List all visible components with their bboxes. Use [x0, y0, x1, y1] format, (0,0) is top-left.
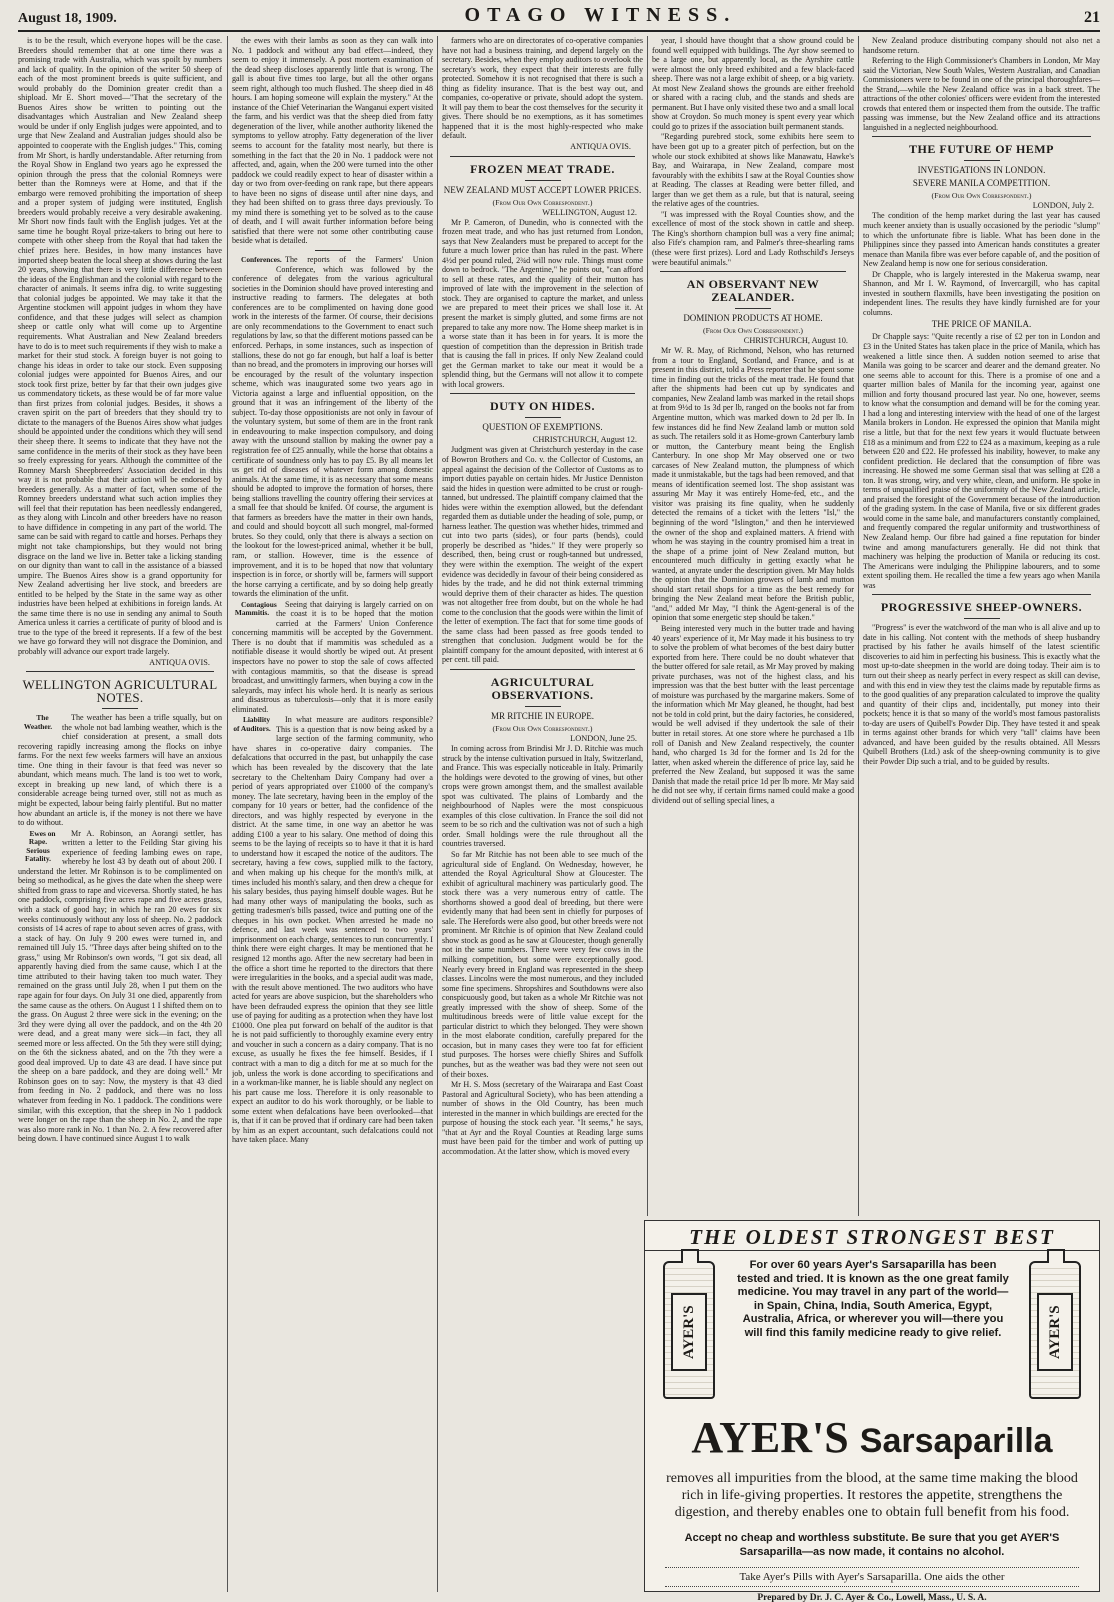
divider	[525, 180, 561, 181]
subheading: NEW ZEALAND MUST ACCEPT LOWER PRICES.	[443, 184, 642, 195]
subheading: SEVERE MANILA COMPETITION.	[912, 178, 1051, 189]
dateline: LONDON, July 2.	[1032, 201, 1094, 211]
ad-warning: Accept no cheap and worthless substitute. Be sure that you get AYER'S Sarsaparilla—as now made, it contains no alcohol.	[684, 1532, 1060, 1558]
side-heading: Liability of Auditors.	[233, 715, 271, 733]
divider	[102, 708, 138, 709]
article-paragraph: Dr Chapple says: "Quite recently a rise of £2 per ton in London and £3 in the United States has taken place in the price of Manila, which has weakened a little since then. A sudden notion seemed to arise that Manila was going to be scarcer and dearer and the demand greater. No one seems able to account for this. There is a promise of one and a quarter million bales of Manila for the incoming year, against one million and forty thousand procured last year. No one, however, seems to know what the consumption and demand will be for the coming year. I had a long and interesting interview with the head of one of the largest Manila brokers in London. He expressed the opinion that Manila might rise a little, but that for the next few years it would fluctuate between £18 as a minimum and from £22 to £24 as a maximum, keeping as a rule between £20 and £22. He professed his inability, however, to make any confident prediction. He declared that the consumption of fibre was increasing. He showed me some German sisal that was selling at £28 a ton. It was strong, wiry, and very white, clean, and uniform. He spoke in terms of unqualified praise of the uniformity of the New Zealand article, and praised the foresight of the Government because of the introduction of the grading system. In the case of Manila, five or six different grades would come in the same bale, and manufacturers constantly complained, and frequently compared the regular uniformity and trustworthiness of New Zealand hemp. Our fibre had gained a fine reputation for binder twine and among manufacturers generally. He did not think that machinery was helping the production of Manila or reducing its cost. The Americans were indulging the Philippine labourers, and to some extent spoiling them. He recalled the time a few years ago when Manila was	[863, 332, 1100, 590]
article-paragraph: "I was impressed with the Royal Counties show, and the excellence of most of the stock shown in cattle and sheep. The King's shorthorn champion bull was a very fine animal; also Fife's champion ram, and Palmer's three-shearling rams (these were first prizes). Lord and Lady Rothschild's Jerseys were beautiful animals."	[652, 209, 854, 267]
column-5	[863, 36, 1100, 1214]
article-paragraph: Seeing that dairying is largely carried on on the coast it is to be hoped that the motion carried at the Farmers' Union Conference concerning mammitis will be accepted by the Government. There is no doubt that if mammitis was scheduled as a notifiable disease it would shortly be wiped out. At present inspectors have no power to stop the sale of cows affected with contagious mammitis, so that the disease is spread broadcast, and unwittingly farmers, when buying a cow in the saleyards, may infect his whole herd. It is nearly as serious and disastrous as tuberculosis—only that it is more easily eliminated.	[232, 599, 433, 714]
dateline: LONDON, June 25.	[570, 733, 637, 743]
subheading: THE PRICE OF MANILA.	[931, 319, 1032, 330]
column-rule	[227, 36, 228, 1592]
article-heading: FROZEN MEAT TRADE.	[470, 161, 615, 176]
article-heading: WELLINGTON AGRICULTURAL NOTES.	[22, 677, 218, 706]
article-paragraph: is to be the result, which everyone hopes will be the case. Breeders should remember that at one time there was a promising trade with Australia, which was spoilt by numbers and lack of quality. In the opinion of the writer 50 sheep of each of the most prominent breeds is quite sufficient, and would probably do the Dominion greater credit than a shipload. Mr E. Short moved—"That the secretary of the Buenos Aires show be written to pointing out the disadvantages which Australian and New Zealand sheep would be under if only English judges were appointed, and to urge that New Zealand and Australian judges should also be appointed to cooperate with the English judges." This, coming from Mr Short, is hardly understandable. After returning from the Royal Show in England two years ago he expressed the opinion through the press that the colonial Romneys were better than the Romneys were at Home, and that if the embargo were removed prohibiting the importation of sheep and a proper system of judging were instituted, English breeders would probably receive a very desirable awakening. Mr Short now finds fault with the English judges. Yet at the same time he bought Royal prize-takers to bring out here to compete with other sheep from the Royal that had taken the chief prizes here. Besides, in how many instances have imported sheep beaten the local sheep at shows during the last 20 years, showing that there is very little difference between the ideas of the Englishman and the colonial with regard to the character of animals. It seems infra dig. to write suggesting that colonial judges be appointed. We may take it that the Argentine stockmen will appoint judges in whom they have confidence, and that these judges will select as champion sheep or cattle only what will come up to Argentine requirements. What Australian and New Zealand breeders have to do is to meet such requirements if they wish to make a market for their stud stock. A foreign buyer is not going to change his ideas in order to take our stock. Even supposing colonial judges were appointed for Buenos Aires, and our stock took first prize, better by far that their own judges give us commendatory tickets, as these would be of far more value than first prizes from colonial judges. Besides, it shows a craven spirit on the part of breeders that they should try to dictate to the managers of the Buenos Aires show what judges should be appointed under the conditions which they will send their sheep there. It seems to indicate that they have not the same confidence in the merits of their stock as they have been so freely expressing for years. Although the committee of the Romney Marsh Sheepbreeders' Association decided in this way it is not probable that their action will be endorsed by breeders generally. As a matter of fact, when some of the Romney breeders understand what such action implies they will feel that their reputation has been needlessly endangered, as they along with Lincoln and other breeders have no reason to have diffidence in competing in any part of the world. The same can be said with regard to cattle and horses. Perhaps they might not take championships, but they would not bring disgrace on the land we live in. Better take a licking standing on our dignity than want to call in the assistance of a biassed umpire. The Buenos Aires show is a grand opportunity for New Zealand advertising her live stock, and breeders are entitled to be helped by the State in the same way as other industries have been helped at exhibitions in foreign lands. At the same time there is no use in sending any animal to South America unless it carries a certificate of purity of blood and is true to the type of the breed it represents. If a few of the best we have go forward they will not disgrace the Dominion, and probably will advance our export trade largely.	[18, 36, 222, 656]
divider	[525, 706, 561, 707]
byline: ANTIQUA OVIS.	[149, 657, 210, 667]
dateline: WELLINGTON, August 12.	[542, 207, 637, 217]
side-heading: Contagious Mammitis.	[234, 599, 277, 618]
article-heading: AGRICULTURAL OBSERVATIONS.	[490, 674, 595, 702]
brand-name: AYER'S	[691, 1413, 849, 1462]
divider	[315, 250, 351, 251]
subheading: DOMINION PRODUCTS AT HOME.	[683, 313, 823, 324]
ad-footer: Prepared by Dr. J. C. Ayer & Co., Lowell, Mass., U. S. A.	[757, 1593, 987, 1602]
divider	[450, 669, 635, 670]
ad-pills-line: Take Ayer's Pills with Ayer's Sarsaparilla. One aids the other	[665, 1567, 1079, 1587]
article-paragraph: So far Mr Ritchie has not been able to see much of the agricultural side of England. On Wednesday, however, he attended the Royal Agricultural Show at Gloucester. The exhibit of agricultural machinery was particularly good. The stock there was a very numerous entry of cattle. The shorthorns showed a good deal of breeding, but there were evidently many that had been sent in chiefly for purposes of sale. The Herefords were also good, but other breeds were not prominent. Mr Ritchie is of opinion that New Zealand could show stock as good as he saw at Gloucester, though generally not in the same numbers. There were very few cows in the milking competition, but some were exceptionally good. Nearly every breed in England was represented in the sheep classes. Lincolns were the most numerous, and they included some fine specimens. Shropshires and Southdowns were also conspicuously good, but taken as a whole Mr Ritchie was not greatly impressed with the show of sheep. Some of the multitudinous breeds were of little value except for the particular district to which they belonged. They were shown in the most elaborate condition, carefully prepared for the occasion, but in many cases they were too fat for efficient stud purposes. The horses were chiefly Shires and Suffolk punches, but as the weather was bad they were not seen out of their boxes.	[442, 850, 643, 1079]
article-paragraph: In coming across from Brindisi Mr J. D. Ritchie was much struck by the intense cultivation pursued in Italy, Switzerland, and France. This was especially noticeable in Italy. Primarily the holdings were devoted to the growing of vines, but other crops were grown amongst them, and the smallest available spot was cultivated. The plains of Lombardy and the neighbourhood of Naples were the most conspicuous examples of this close cultivation. In France the soil did not seem to be so rich and the cultivation was not of such a high order. Small holdings were the rule throughout all the countries traversed.	[442, 743, 643, 849]
article-paragraph: Judgment was given at Christchurch yesterday in the case of Bowron Brothers and Co. v. the Collector of Customs, an appeal against the decision of the Collector of Customs as to import duties payable on certain hides. Mr Justice Denniston said the hides in question were admitted to be crust or rough-tanned, but undressed. The plaintiff company claimed that the hides were within the exemption allowed, but the defendant regarded them as dutiable under the heading of sole, pump, or harness leather. The question was whether hides, trimmed and cut into two parts (sides), or four parts (bends), could properly be described as "hides." If they were properly so described, then, being crust or rough-tanned but undressed, they were within the exemption. The weight of the expert evidence was decidedly in favour of their being considered as hides by the trade, and he did not think external trimming would deprive them of their character as hides. The question was not altogether free from doubt, but on the whole he had come to the conclusion that the goods were within the limit of the letter of exemption. The fact that for some time goods of the same class had been passed as free goods tended to strengthen that conclusion. Judgment would be for the plaintiff company for the amount deposited, with interest at 6 per cent. till paid.	[442, 445, 643, 665]
article-heading: THE FUTURE OF HEMP	[909, 142, 1054, 157]
divider	[525, 417, 561, 418]
column-3	[442, 36, 643, 1594]
subheading: INVESTIGATIONS IN LONDON.	[917, 165, 1046, 176]
divider	[26, 671, 214, 672]
brand-product: Sarsaparilla	[859, 1422, 1053, 1460]
article-paragraph: "Regarding purebred stock, some exhibits here seem to have been got up to a greater pitch of perfection, but on the whole our stock exhibited at shows like Manawatu, Hawke's Bay, and Wairarapa, in New Zealand, compare most favourably with the exhibits I saw at the Royal Counties show at Reading. The classes at Reading were better filled, and larger than we get them as a rule, but that is natural, seeing the relative ages of the countries.	[652, 132, 854, 209]
article-paragraph: The reports of the Farmers' Union Conference, which was followed by the conference of delegates from the various agricultural societies in the Dominion should have proved interesting and instructive reading to farmers. The delegates at both conferences are to be complimented on having done good work in the interests of the farmer. Of course, their decisions are only recommendations to the Government to enact such regulations by law, so that the different motions passed can be enforced. Perhaps, in some instances, such as inspection of stallions, these do not go far enough, but half a loaf is better than no bread, and the promoters in improving our horses will be encouraged by the result of the voluntary inspection scheme, which was inaugurated some two years ago in Victoria against a large and influential opposition, on the ground that it was an infringement of the liberty of the subject. To-day those oppositionists are not only in favour of the voluntary system, but some of them are in the front rank in endeavouring to make inspection compulsory, and doing away with the unsound stallion by making the owner pay a registration fee of £25 annually, while the horse that obtains a certificate of soundness only has to pay £5. By all means let us get rid of diseases of whatever form among domestic animals. At the same time, it is as necessary that some means should be adopted to improve the formation of horses, there being stallions travelling the country offering their services at a small fee that should be knifed. Of course, the argument is that farmers as breeders have the matter in their own hands, and could and should boycott all such mongrel, mal-formed brutes. So they could, only that there is always a section on the lookout for the lowest-priced animal, whether it be bull, ram, or stallion. However, time is the essence of improvement, and it is to be hoped that now that voluntary inspection is in force, or shortly will be, farmers will support the horse carrying a certificate, and by so doing help greatly towards the elimination of the unfit.	[232, 255, 433, 599]
divider	[450, 156, 635, 157]
byline: ANTIQUA OVIS.	[570, 142, 631, 152]
bottle-label: AYER'S	[671, 1293, 707, 1371]
subheading: QUESTION OF EXEMPTIONS.	[482, 422, 603, 433]
article-paragraph: Mr W. R. May, of Richmond, Nelson, who has returned from a tour to England, Scotland, and France, and is at present in this district, told a Press reporter that he spent some time in finding out the tricks of the meat trade. He found that after the shipments had been cut up by syndicates and companies, New Zealand lamb was marked in the retail shops at from 9½d to 1s 3d per lb, ranged on the books not far from Argentine mutton, which was marked down to 2d per lb. In few instances did he find New Zealand lamb or mutton sold as such. The retailers sold it as Home-grown Canterbury lamb or mutton, the Canterbury meant being the English Canterbury. In one shop Mr May observed one or two carcases of New Zealand mutton, the plumpness of which made it unmistakable, but the tags had been removed, and that means of identification seemed lost. The shop assistant was assuring Mr May it was entirely Home-fed, etc., and the visitor was praising its fine quality, when he suddenly detected the remains of a ticket with the letters "Isl," the beginning of the word "Islington," and then he interviewed the owner of the shop and explained matters. A friend with whom he was staying in the country promised him a treat in the shape of a prime joint of New Zealand mutton, but encountered much difficulty in getting exactly what he wanted, at anyrate under the description given. Mr May holds the opinion that the Dominion growers of lamb and mutton should start retail shops for a time as the best remedy for bringing the New Zealand meat before the British public, "and," added Mr May, "I think the Agent-general is of the opinion that some energetic step should be taken."	[652, 346, 854, 623]
column-rule	[858, 36, 859, 1216]
column-1	[18, 36, 222, 1594]
ad-body: removes all impurities from the blood, at the same time making the blood rich in life-giving properties. It restores the appetite, strengthens the digestion, and thereby enables one to obtain full benefit from his food.	[666, 1471, 1078, 1520]
divider	[872, 594, 1090, 595]
divider	[450, 393, 635, 394]
divider	[872, 136, 1090, 137]
article-heading: DUTY ON HIDES.	[490, 399, 595, 414]
correspondent-line: (From Our Own Correspondent.)	[492, 723, 593, 733]
article-paragraph: Being interested very much in the butter trade and having 40 years' experience of it, Mr May made it his business to try to solve the problem of what becomes of the best dairy butter exported from here. There could be no doubt whatever that the butter offered for sale retail, as Mr May proved by making private purchases, was not of the highest class, and his impression was that the best butter with the least percentage of moisture was purchased by the margarine makers. Some of the information which Mr May gleaned, he thought, had best not be told in cold print, but the dairy factories, he considered, would be well advised if they undertook the sale of their butter in retail stores. At one store where he purchased a 1lb roll of Danish and New Zealand respectively, the counter hand, who charged 1s 3d for the former and 1s 2d for the latter, when asked wherein the difference of price lay, said he preferred the New Zealand, but supposed it was the same Danish that made the retail price 1d per lb more. Mr May said he did not see why, if certain firms named could make a good dividend out of selling special lines, a	[652, 623, 854, 805]
dateline: CHRISTCHURCH, August 10.	[743, 336, 848, 346]
ad-headline: THE OLDEST STRONGEST BEST	[645, 1221, 1099, 1251]
medicine-bottle-icon	[1029, 1261, 1081, 1399]
article-paragraph: year, I should have thought that a show ground could be found well equipped with buildings. The Ayr show seemed to be a large one, but apparently local, as the Ayrshire cattle were almost the only breed exhibited and a few black-faced sheep. There was not a large exhibit of sheep, or a big variety. At most New Zealand shows the grounds are either freehold or shared with a racing club, and the stands and sheds are permanent. But I have only visited these two and a small local show at Croydon. So much money is spent every year which could go to prizes if the association built permanent stands.	[652, 36, 854, 131]
column-rule	[647, 36, 648, 1216]
divider	[735, 308, 771, 309]
column-4	[652, 36, 854, 1214]
ad-illustration	[645, 1251, 1099, 1415]
correspondent-line: (From Our Own Correspondent.)	[703, 326, 803, 336]
bottle-label: AYER'S	[1037, 1293, 1073, 1371]
ad-copy: For over 60 years Ayer's Sarsaparilla has been tested and tried. It is known as the one great family medicine. You may travel in any part of the world—in Spain, China, India, South America, Egypt, Australia, Africa, or wherever you will—there you will find this family medicine ready to give relief.	[737, 1259, 1009, 1339]
article-paragraph: Mr P. Cameron, of Dunedin, who is connected with the frozen meat trade, and who has just returned from London, says that New Zealanders must be prepared to accept for the future a much lower price than has ruled in the past. Where 4½d per pound ruled, 2¾d will now rule. Things must come down to bedrock. "The Argentine," he points out, "can afford to sell at these rates, and the quality of their mutton has improved of late with the improvement in the selection of stock. They are organised to capture the market, and unless we are prepared to meet their prices we shall lose it. At present the market is simply glutted, and some firms are not prepared to take any more now. The Home sheep market is in a worse state than it has been in for years. It is more the question of competition than the depression in British trade that is causing the fall in prices. If only New Zealand could get the German market to take our meat it would be a splendid thing, but the Germans will not allow it to compete with local growers.	[442, 217, 643, 389]
medicine-bottle-icon	[663, 1261, 715, 1399]
issue-date: August 18, 1909.	[18, 11, 117, 26]
article-heading: PROGRESSIVE SHEEP-OWNERS.	[880, 600, 1083, 615]
subheading: MR RITCHIE IN EUROPE.	[491, 710, 594, 721]
masthead	[18, 6, 1100, 32]
column-2	[232, 36, 433, 1594]
page-number: 21	[1084, 9, 1100, 26]
divider	[964, 618, 1000, 619]
divider	[964, 160, 1000, 161]
article-paragraph: The weather has been a trifle squally, but on the whole not bad lambing weather, which is the chief consideration at present, a small dots recovering rapidly increasing among the flocks on inbye farms. For the next few weeks farmers will have an anxious time. One thing in their favour is that feed was never so abundant, which means much. The land is too wet to work, except in breaking up new land, of which there is a considerable acreage being turned over, still not as much as might be expected, labour being fairly plentiful. But no matter how abundant an article is, if the money is not there we have to do without.	[18, 713, 222, 828]
article-heading: AN OBSERVANT NEW ZEALANDER.	[686, 277, 820, 305]
article-paragraph: the ewes with their lambs as soon as they can walk into No. 1 paddock and without any bad effect—indeed, they seem to enjoy it immensely. A post mortem examination of the dead sheep discloses apparently little that is wrong. The gall is about five times too large, but all the other organs seem right, although too much flushed. The sheep died in 48 hours. I am hoping someone will explain the mystery." At the instance of the Chief Veterinarian the Wanganui expert visited the farm, and his verdict was that the sheep died from fatty degeneration of the liver, while another authority likened the symptoms to yellow atrophy. Fatty degeneration of the liver seems to account for the fatality most nearly, but there is something in the fact that the 20 in No. 1 paddock were not affected, and, again, when the 200 were turned into the other paddock we could readily expect to hear of disaster within a day or two from over-feeding on rank rape, but there appears to have been no signs of disease until after nine days, and they had been shifted on to grass three days previously. To my mind there is something yet to be solved as to the cause of death, and I will await further information before being satisfied that there were not some other contributing cause beside what is detailed.	[232, 36, 433, 246]
dateline: CHRISTCHURCH, August 12.	[532, 435, 637, 445]
side-heading: The Weather.	[23, 713, 53, 731]
side-heading: Ewes on Rape. Serious Fatality.	[24, 828, 56, 864]
paper-title: OTAGO WITNESS.	[464, 4, 737, 26]
article-paragraph: farmers who are on directorates of co-operative companies have not had a business training, and depend largely on the secretary. Besides, when they employ auditors to overlook the secretary's work, they expect that their interests are fully protected. Somehow it is not recognised that there is such a thing as fidelity insurance. That is the best way out, and companies, co-operative or private, should adopt the system. It will pay them to bear the cost themselves for the security it gives. There should be no exemptions, as it has sometimes happened that it is the most highly-respected who make default.	[442, 36, 643, 141]
article-paragraph: New Zealand produce distributing company should not also net a handsome return.	[863, 36, 1100, 55]
article-paragraph: Dr Chapple, who is largely interested in the Makerua swamp, near Shannon, and Mr I. W. Raymond, of Invercargill, who has capital invested in southern flaxmills, have been investigating the position on independent lines. The results they have kindly furnished are for your columns.	[863, 269, 1100, 317]
correspondent-line: (From Our Own Correspondent.)	[492, 197, 593, 207]
article-paragraph: Referring to the High Commissioner's Chambers in London, Mr May said the Victorian, New South Wales, Western Australian, and Canadian Commissioners were to be found in one of the principal thoroughfares—the Strand,—while the New Zealand office was in a back street. The attractions of the other colonies' officers were evident from the interested crowds that entered them or inspected them from the outside. The traffic passing was immense, but the New Zealand office and its attractions languished in a neglected neighbourhood.	[863, 56, 1100, 132]
ayers-advertisement	[644, 1220, 1100, 1602]
article-paragraph: Mr A. Robinson, an Aorangi settler, has written a letter to the Feilding Star giving his experience of feeding lambing ewes on rape, whereby he lost 43 by death out of about 200. I understand the letter. Mr Robinson is to be complimented on being so methodical, as he gives the date when the sheep were shifted from grass to rape and viceversa. Shortly stated, he has one paddock, comprising five acres rape and five acres grass, with a stack of good hay; in which he ran 20 ewes for six weeks continuously without any loss of sheep. No. 2 paddock consists of 14 acres of rape to about seven acres of grass, with a stack of hay. On July 9 200 ewes were turned in, and remained till July 15. "Three days after being shifted on to the grass," using Mr Robinson's own words, "I got six dead, all apparently having died from the same cause, which I at the time attributed to their having taken too much water. They remained on the grass until July 28, when I put them on the rape again for four days. On July 31 one died, apparently from the same cause as the others. On August 1 I shifted them on to the grass. On August 2 three were sick in the evening; on the 3rd they were dying all over the paddock, and on the 4th 20 were dead, and a great many were sick—in fact, they all seemed more or less affected. On the 5th they were still dying; on the 6th the sickness abated, and on the 7th they were a good deal improved. Up to date 43 are dead. I have since put the sheep on a bare paddock, and they are doing well." Mr Robinson goes on to say: Now, the mystery is that 43 died from feeding in No. 2 paddock, and there was no loss whatever from feeding in No. 1 paddock. The conditions were similar, with this exception, that the sheep in No 1 paddock were longer on the rape than the sheep in No. 2, and the rape was also more rank in No. 1 than No. 2. A few recovered after being down. I have continued since August 1 to walk	[18, 828, 222, 1144]
article-paragraph: Mr H. S. Moss (secretary of the Wairarapa and East Coast Pastoral and Agricultural Society), who has been attending a number of shows in the Old Country, has been much interested in the manner in which buildings are erected for the purpose of housing the stock each year. "It seems," he says, "that at Ayr and the Royal Counties at Reading large sums must have been paid for the timber and work of putting up accommodation. At the latter show, which is moved every	[442, 1080, 643, 1156]
column-rule	[437, 36, 438, 1592]
divider	[660, 271, 846, 272]
article-paragraph: The condition of the hemp market during the last year has caused much keener anxiety than is usually occasioned by the periodic "slump" to which the unfortunate fibre is liable. What has been done in the Philippines since they passed into American hands constitutes a greater menace than Manila fibre was ever before capable of, and the position of New Zealand hemp is now one for serious consideration.	[863, 211, 1100, 269]
ad-brand	[645, 1415, 1099, 1464]
article-paragraph: "Progress" is ever the watchword of the man who is all alive and up to date in his calling. Not content with the methods of sheep husbandry practised by his father he avails himself of the latest scientific discoveries to aid him in perfecting his business. This is exactly what the most up-to-date sheepmen in the world are doing today. Their aim is to turn out their sheep as nearly perfect in every respect as skill can devise, and with this end in view they test the claims made by reputable firms as to the good qualities of any preparation calculated to improve the quality and quantity of their clips and, incidentally, put money into their pockets; hence it is that so many of the world's most famous pastoralists to-day are users of Quibell's Powder Dip. They have tested it and speak in terms against other brands for which very "tall" claims have been advanced, and have been guided by the results obtained. All Messrs Quibell Brothers (Ltd.) ask of the sheep-owning community is to give their Powder Dip such a trial, and to be guided by results.	[863, 623, 1100, 766]
side-heading: Conferences.	[241, 255, 282, 265]
correspondent-line: (From Our Own Correspondent.)	[931, 191, 1032, 201]
article-paragraph: In what measure are auditors responsible? This is a question that is now being asked by a large section of the farming community, who have shares in co-operative dairy companies. The defalcations that occurred in the past, but unhappily the case which has been revealed by the discovery that the late secretary to the Cheltenham Dairy Company had over a period of years appropriated over £1000 of the company's money. The late secretary, having been in the employ of the company for 10 years or better, had the confidence of the directors, and was highly respected by everyone in the district. At the same time, in one way an abettor he was adding £100 a year to his salary. One method of doing this seems to be the laying of receipts so to have it that it is hard to understand how it escaped the notice of the auditors. The secretary, having a few cows, supplied milk to the factory, and when making up his cheque for the month's milk, at times included his month's salary, and then drew a cheque for his salary besides, thus paying himself double wages. But he had many other ways of manipulating the books, such as getting tradesmen's bills passed, twice and putting one of the cheques in his own pocket. When arrested he made no defence, and last week was sentenced to two years' imprisonment on each charge, sentences to run concurrently. I think there were eight charges. It may be mentioned that he resigned 12 months ago. After the new secretary had been in the office a short time he reported to the directors that there were irregularities in the books, and a special audit was made, with the result above mentioned. The two auditors who have acted for years are above suspicion, but the shareholders who have been defrauded express the opinion that they see little use of paying for auditing as a protection when they have lost £1000. One plea put forward on behalf of the auditor is that he is not paid sufficiently to thoroughly examine every entry and voucher in such a concern as a dairy company. That is no excuse, as usually he fixes the fee himself. Besides, if I contract with a man to dig a ditch for me at so much for the job, unless the work is done according to specifications and in a workman-like manner, he is liable should any neglect on his part cause me loss. Therefore it is only reasonable to expect an auditor to do his work thoroughly, or be liable to some extent when defalcations have been overlooked—that is, that if it can be proved that if ordinary care had been taken by him as an expert accountant, such defalcations could not have taken place. Many	[232, 715, 433, 1145]
